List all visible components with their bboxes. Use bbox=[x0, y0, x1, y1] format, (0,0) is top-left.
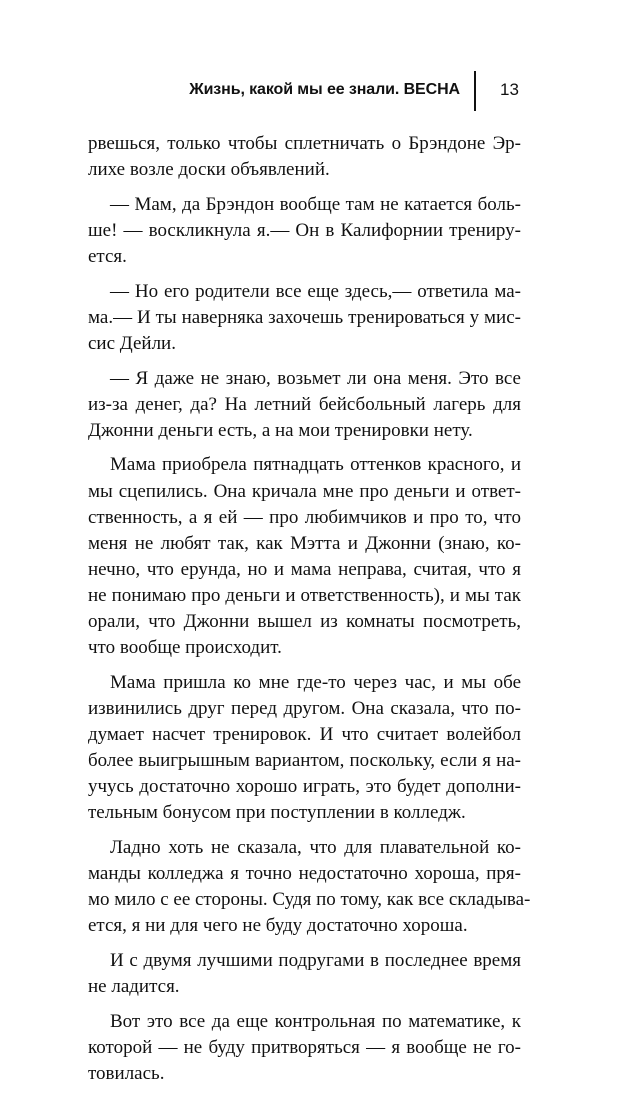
text-line: орали, что Джонни вышел из комнаты посмотреть, bbox=[88, 610, 521, 632]
text-line: Мама приобрела пятнадцать оттенков красного, и bbox=[110, 454, 521, 476]
text-line: манды колледжа я точно недостаточно хороша, пря- bbox=[88, 863, 521, 884]
text-line: ственность, а я ей — про любимчиков и про то, что bbox=[88, 506, 521, 528]
text-line: Вот это все да еще контрольная по математике, к bbox=[110, 1010, 521, 1032]
text-line: Ладно хоть не сказала, что для плавательной ко- bbox=[110, 836, 521, 858]
text-line: Мама пришла ко мне где-то через час, и мы обе bbox=[110, 671, 521, 693]
text-line: из-за денег, да? На летний бейсбольный лагерь для bbox=[88, 393, 521, 415]
body-text bbox=[88, 131, 531, 1096]
text-line: которой — не буду притворяться — я вообще не го- bbox=[88, 1036, 521, 1058]
text-line: ется, я ни для чего не буду достаточно хороша. bbox=[88, 915, 468, 937]
text-line: сис Дейли. bbox=[88, 332, 176, 354]
text-line: ется. bbox=[88, 245, 127, 267]
text-line: рвешься, только чтобы сплетничать о Брэндоне Эр- bbox=[88, 133, 521, 154]
text-line: ше! — воскликнула я.— Он в Калифорнии трениру- bbox=[88, 219, 521, 241]
paragraph bbox=[88, 366, 521, 444]
text-line: меня не любят так, как Мэтта и Джонни (знаю, ко- bbox=[88, 532, 521, 554]
text-line: Джонни деньги есть, а на мои тренировки нету. bbox=[88, 419, 473, 441]
text-line: мо мило с ее стороны. Судя по тому, как все складыва- bbox=[88, 889, 531, 911]
text-line: не ладится. bbox=[88, 975, 180, 997]
text-line: извинились друг перед другом. Она сказала, что по- bbox=[88, 697, 521, 719]
text-line: не понимаю про деньги и ответственность), и мы так bbox=[88, 584, 521, 606]
text-line: что вообще происходит. bbox=[88, 637, 282, 659]
paragraph bbox=[88, 192, 521, 270]
paragraph bbox=[88, 1009, 521, 1087]
paragraph bbox=[88, 279, 521, 357]
running-title: Жизнь, какой мы ее знали. ВЕСНА bbox=[189, 81, 460, 98]
header-divider bbox=[474, 71, 476, 111]
text-line: — Мам, да Брэндон вообще там не катается боль- bbox=[110, 193, 521, 215]
text-line: — Я даже не знаю, возьмет ли она меня. Это все bbox=[110, 367, 521, 389]
paragraph bbox=[88, 670, 521, 827]
paragraph bbox=[88, 835, 531, 939]
text-line: более выигрышным вариантом, поскольку, если я на- bbox=[88, 750, 521, 772]
paragraph bbox=[88, 948, 521, 1000]
paragraph bbox=[88, 452, 521, 661]
text-line: нечно, что ерунда, но и мама неправа, считая, что я bbox=[88, 558, 521, 580]
text-line: лихе возле доски объявлений. bbox=[88, 159, 330, 181]
text-line: думает насчет тренировок. И что считает волейбол bbox=[88, 723, 521, 745]
paragraph bbox=[88, 131, 521, 183]
text-line: мы сцепились. Она кричала мне про деньги и ответ- bbox=[88, 480, 521, 502]
page-number: 13 bbox=[500, 80, 519, 99]
text-line: И с двумя лучшими подругами в последнее время bbox=[110, 949, 521, 971]
text-line: ма.— И ты наверняка захочешь тренироваться у мис- bbox=[88, 306, 521, 328]
text-line: — Но его родители все еще здесь,— ответила ма- bbox=[110, 280, 521, 302]
text-line: тельным бонусом при поступлении в колледж. bbox=[88, 802, 466, 824]
text-line: учусь достаточно хорошо играть, это будет дополни- bbox=[88, 776, 521, 798]
text-line: товилась. bbox=[88, 1062, 165, 1084]
